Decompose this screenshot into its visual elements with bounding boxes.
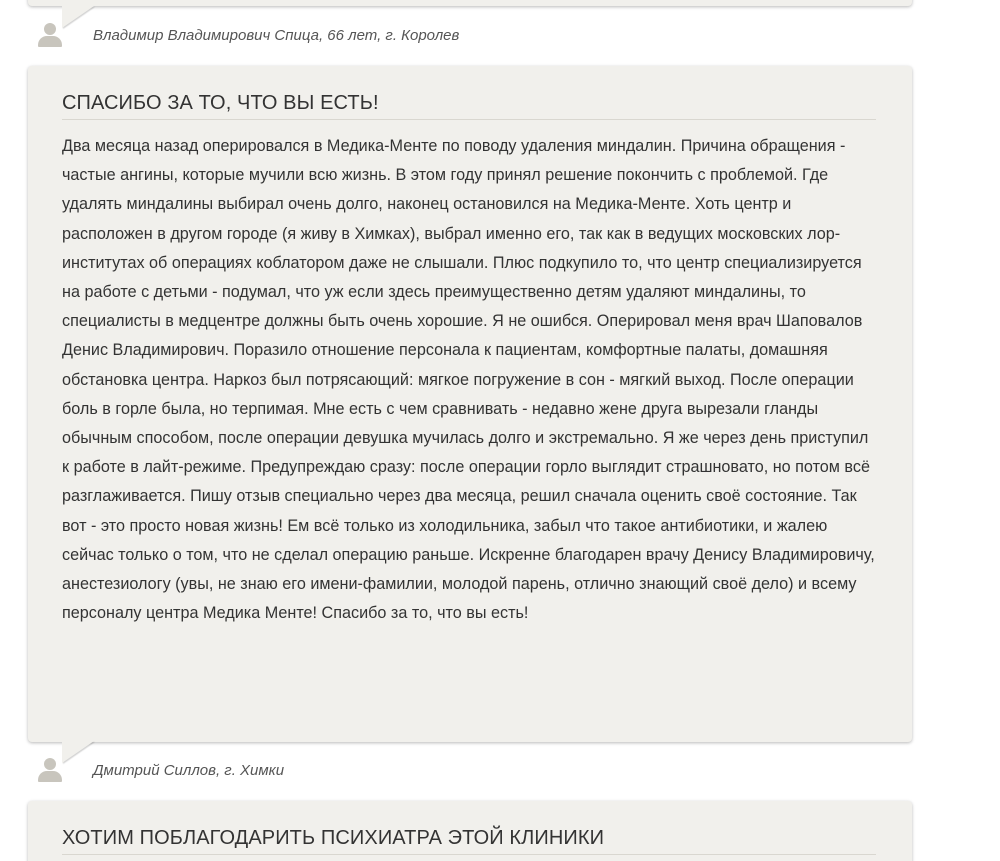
review-card [28,66,912,742]
review-card-next [28,801,912,861]
review-text: Два месяца назад оперировался в Медика-Менте по поводу удаления миндалин. Причина обращения - частые ангины, которые мучили всю жизнь. В этом году принял решение покончить с проблемой. Где удалять миндалины выбирал очень долго, наконец остановился на Медика-Менте. Хоть центр и расположен в другом городе (я живу в Химках), выбрал именно его, так как в ведущих московских лор-институтах об операциях коблатором даже не слышали. Плюс подкупило то, что центр специализируется на работе с детьми - подумал, что уж если здесь преимущественно детям удаляют миндалины, то специалисты в медцентре должны быть очень хорошие. Я не ошибся. Оперировал меня врач Шаповалов Денис Владимирович. Поразило отношение персонала к пациентам, комфортные палаты, домашняя обстановка центра. Наркоз был потрясающий: мягкое погружение в сон - мягкий выход. После операции боль в горле была, но терпимая. Мне есть с чем сравнивать - недавно жене друга вырезали гланды обычным способом, после операции девушка мучилась долго и экстремально. Я же через день приступил к работе в лайт-режиме. Предупреждаю сразу: после операции горло выглядит страшновато, но потом всё разглаживается. Пишу отзыв специально через два месяца, решил сначала оценить своё состояние. Так вот - это просто новая жизнь! Ем всё только из холодильника, забыл что такое антибиотики, и жалею сейчас только о том, что не сделал операцию раньше. Искренне благодарен врачу Денису Владимировичу, анестезиологу (увы, не знаю его имени-фамилии, молодой парень, отлично знающий своё дело) и всему персоналу центра Медика Менте! Спасибо за то, что вы есть! [62,137,875,623]
review-author [38,23,459,47]
author-name: Дмитрий Силлов, г. Химки [93,761,285,779]
review-card-previous [28,0,912,6]
user-avatar-icon [38,23,62,47]
author-name: Владимир Владимирович Спица, 66 лет, г. Королев [93,26,460,44]
review-title: ХОТИМ ПОБЛАГОДАРИТЬ ПСИХИАТРА ЭТОЙ КЛИНИКИ [62,827,876,855]
review-title: СПАСИБО ЗА ТО, ЧТО ВЫ ЕСТЬ! [62,92,876,120]
review-author [38,758,284,782]
user-avatar-icon [38,758,62,782]
